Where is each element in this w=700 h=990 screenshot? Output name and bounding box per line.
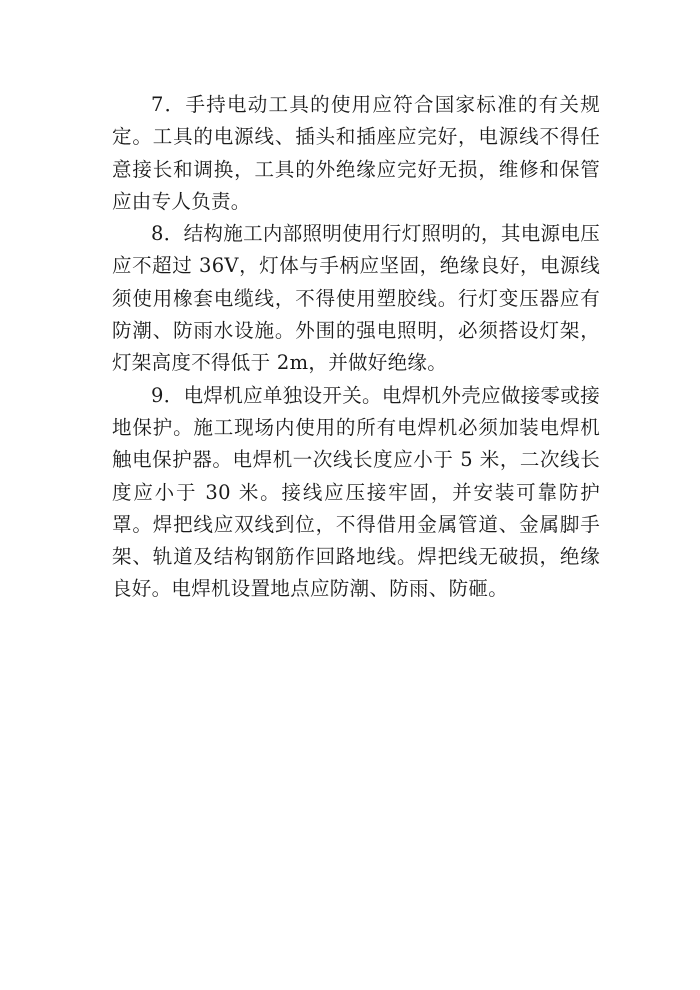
- paragraph-item-7: 7．手持电动工具的使用应符合国家标准的有关规定。工具的电源线、插头和插座应完好，电源线不得任意接长和调换，工具的外绝缘应完好无损，维修和保管应由专人负责。: [112, 93, 600, 213]
- document-body: [112, 89, 600, 606]
- paragraph-item-9: 9．电焊机应单独设开关。电焊机外壳应做接零或接地保护。施工现场内使用的所有电焊机必须加装电焊机触电保护器。电焊机一次线长度应小于 5 米，二次线长度应小于 30 米。接线应压接牢固，并安装可靠防护罩。焊把线应双线到位，不得借用金属管道、金属脚手架、轨道及结构钢筋作回路地线。焊把线无破损，绝缘良好。电焊机设置地点应防潮、防雨、防砸。: [112, 383, 600, 601]
- paragraph-item-8: 8．结构施工内部照明使用行灯照明的，其电源电压应不超过 36V，灯体与手柄应坚固，绝缘良好，电源线须使用橡套电缆线，不得使用塑胶线。行灯变压器应有防潮、防雨水设施。外围的强电照明，必须搭设灯架，灯架高度不得低于 2m，并做好绝缘。: [112, 222, 600, 375]
